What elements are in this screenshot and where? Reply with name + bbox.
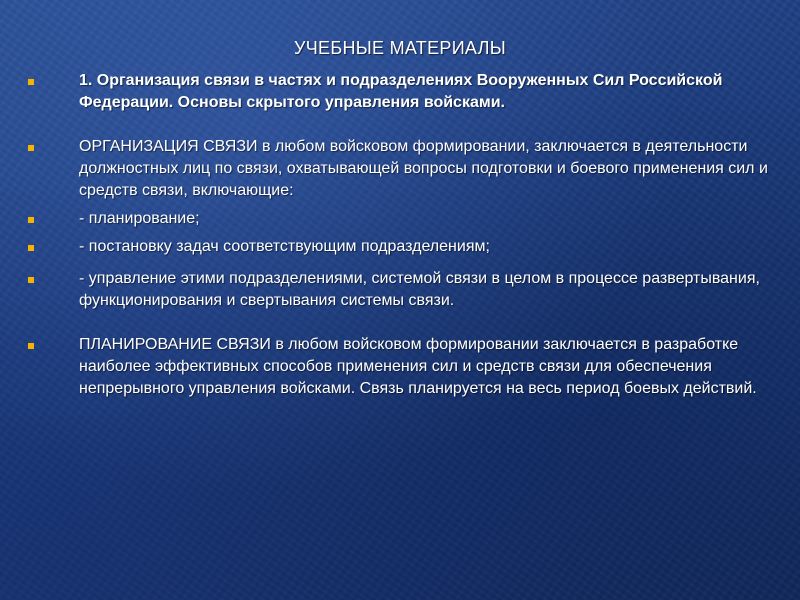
slide-title: УЧЕБНЫЕ МАТЕРИАЛЫ	[294, 38, 506, 58]
list-item-text: 1. Организация связи в частях и подразделениях Вооруженных Сил Российской Федерации. Основы скрытого управления войсками.	[79, 72, 723, 111]
list-item-management	[28, 268, 773, 312]
list-item-text: - управление этими подразделениями, системой связи в целом в процессе развертывания, функционирования и свертывания системы связи.	[79, 270, 760, 309]
list-item-tasking	[28, 236, 773, 258]
list-item-text: ПЛАНИРОВАНИЕ СВЯЗИ в любом войсковом формировании заключается в разработке наиболее эффективных способов применения сил и средств связи для обеспечения непрерывного управления войсками. Связь планируется на весь период боевых действий.	[79, 336, 757, 397]
list-item-planning	[28, 208, 773, 230]
slide-content	[28, 70, 773, 400]
square-bullet-icon	[28, 343, 34, 349]
square-bullet-icon	[28, 245, 34, 251]
square-bullet-icon	[28, 145, 34, 151]
list-item-planning-definition	[28, 334, 773, 400]
list-item-definition	[28, 136, 773, 202]
list-item-topic	[28, 70, 773, 114]
list-item-text: - постановку задач соответствующим подразделениям;	[79, 238, 490, 255]
square-bullet-icon	[28, 79, 34, 85]
list-item-text: ОРГАНИЗАЦИЯ СВЯЗИ в любом войсковом формировании, заключается в деятельности должностных лиц по связи, охватывающей вопросы подготовки и боевого применения сил и средств связи, включающие:	[79, 138, 768, 199]
square-bullet-icon	[28, 277, 34, 283]
list-item-text: - планирование;	[79, 210, 200, 227]
square-bullet-icon	[28, 217, 34, 223]
